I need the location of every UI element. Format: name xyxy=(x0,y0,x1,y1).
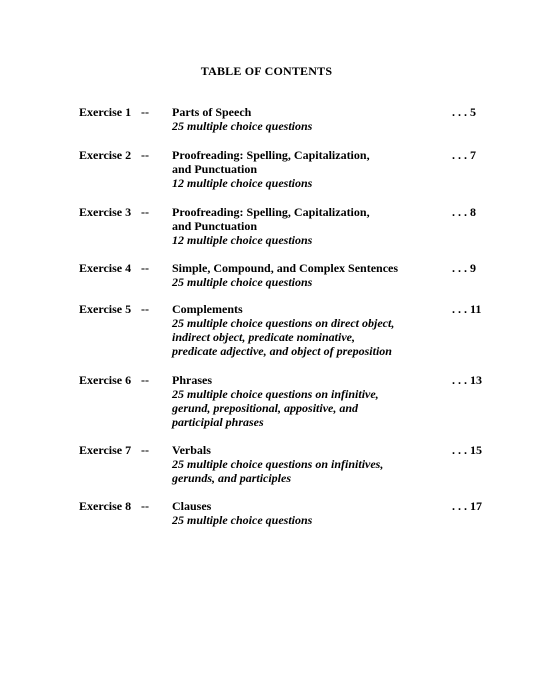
exercise-label: Exercise 3 xyxy=(79,205,132,219)
exercise-title: Proofreading: Spelling, Capitalization, xyxy=(172,205,370,219)
exercise-description: 25 multiple choice questions xyxy=(172,275,313,289)
exercise-title: Proofreading: Spelling, Capitalization, xyxy=(172,148,370,162)
exercise-body xyxy=(172,302,442,358)
exercise-title: Complements xyxy=(172,302,243,316)
exercise-body xyxy=(172,261,442,289)
exercise-title: and Punctuation xyxy=(172,162,258,176)
exercise-description: 25 multiple choice questions on direct object, xyxy=(172,316,395,330)
exercise-description: predicate adjective, and object of preposition xyxy=(172,344,392,358)
exercise-label: Exercise 8 xyxy=(79,499,132,513)
exercise-body xyxy=(172,373,442,429)
exercise-body xyxy=(172,443,442,485)
exercise-description: gerunds, and participles xyxy=(172,471,292,485)
exercise-description: 25 multiple choice questions on infinitive, xyxy=(172,387,379,401)
page-number: . . . 15 xyxy=(452,443,482,457)
exercise-separator: -- xyxy=(141,105,149,119)
exercise-separator: -- xyxy=(141,261,149,275)
exercise-title: Parts of Speech xyxy=(172,105,252,119)
exercise-separator: -- xyxy=(141,373,149,387)
exercise-separator: -- xyxy=(141,148,149,162)
exercise-description: participial phrases xyxy=(172,415,264,429)
exercise-separator: -- xyxy=(141,443,149,457)
exercise-body xyxy=(172,148,442,190)
exercise-label: Exercise 2 xyxy=(79,148,132,162)
exercise-description: indirect object, predicate nominative, xyxy=(172,330,355,344)
exercise-label: Exercise 1 xyxy=(79,105,132,119)
exercise-description: 25 multiple choice questions on infinitives, xyxy=(172,457,384,471)
page-number: . . . 13 xyxy=(452,373,482,387)
exercise-body xyxy=(172,499,442,527)
exercise-body xyxy=(172,205,442,247)
exercise-separator: -- xyxy=(141,302,149,316)
page-number: . . . 7 xyxy=(452,148,476,162)
page-title: TABLE OF CONTENTS xyxy=(200,64,333,78)
exercise-description: gerund, prepositional, appositive, and xyxy=(172,401,359,415)
page-number: . . . 8 xyxy=(452,205,476,219)
exercise-body xyxy=(172,105,442,133)
page-number: . . . 9 xyxy=(452,261,476,275)
exercise-label: Exercise 6 xyxy=(79,373,132,387)
exercise-description: 12 multiple choice questions xyxy=(172,176,313,190)
exercise-separator: -- xyxy=(141,499,149,513)
page-number: . . . 5 xyxy=(452,105,476,119)
exercise-title: Verbals xyxy=(172,443,211,457)
exercise-title: Clauses xyxy=(172,499,212,513)
exercise-description: 25 multiple choice questions xyxy=(172,513,313,527)
exercise-title: Phrases xyxy=(172,373,212,387)
exercise-label: Exercise 7 xyxy=(79,443,132,457)
exercise-label: Exercise 5 xyxy=(79,302,132,316)
exercise-description: 12 multiple choice questions xyxy=(172,233,313,247)
page-number: . . . 17 xyxy=(452,499,482,513)
exercise-description: 25 multiple choice questions xyxy=(172,119,313,133)
exercise-title: Simple, Compound, and Complex Sentences xyxy=(172,261,399,275)
exercise-title: and Punctuation xyxy=(172,219,258,233)
page-number: . . . 11 xyxy=(452,302,482,316)
exercise-label: Exercise 4 xyxy=(79,261,132,275)
exercise-separator: -- xyxy=(141,205,149,219)
